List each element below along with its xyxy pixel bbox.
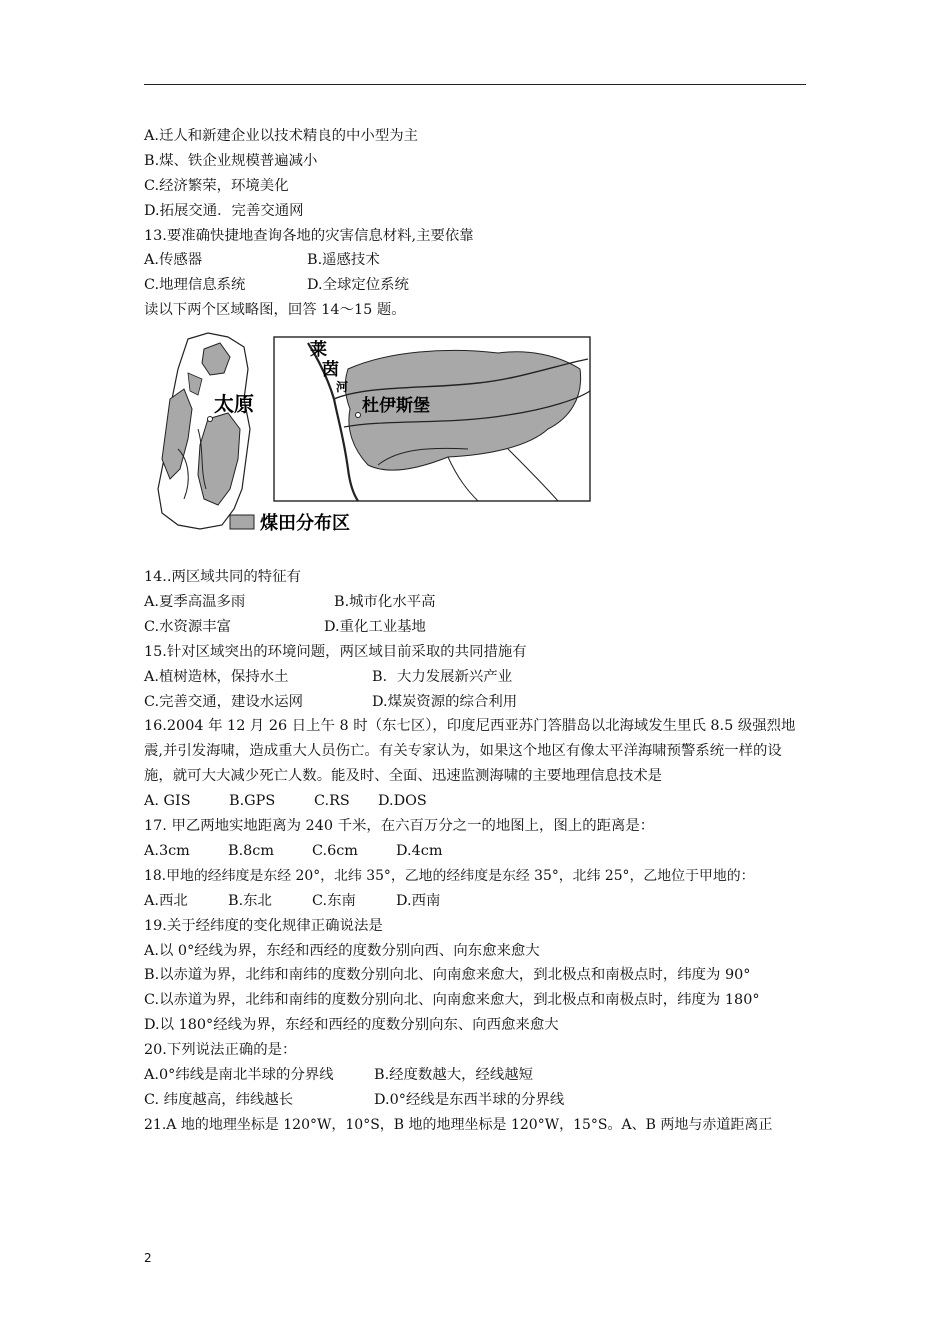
option-c: C. 纬度越高，纬线越长: [144, 1091, 294, 1108]
option-b: B.东北: [228, 892, 272, 909]
option-b: B.经度数越大，经线越短: [374, 1067, 534, 1084]
region-maps-svg: [148, 329, 598, 559]
option-d: D.全球定位系统: [307, 277, 409, 294]
map-label-he: 河: [336, 380, 349, 395]
option-c: C.地理信息系统: [144, 277, 246, 294]
question-17-options: [144, 839, 808, 864]
option-line: A.迁人和新建企业以技术精良的中小型为主: [144, 128, 418, 144]
option-c: C.东南: [312, 892, 356, 909]
question-13-options-cd: [144, 273, 808, 298]
region-maps-figure: [144, 329, 808, 559]
option-c: C.RS: [314, 793, 350, 810]
question-16-stem: 16.2004 年 12 月 26 日上午 8 时（东七区），印度尼西亚苏门答腊岛以北海域发生里氏 8.5 级强烈地震,并引发海啸，造成重大人员伤亡。有关专家认为，如果这个地区有像太平洋海啸预警系统一样的设施，就可大大减少死亡人数。能及时、全面、迅速监测海啸的主要地理信息技术是: [144, 718, 796, 785]
question-19-option-a: A.以 0°经线为界，东经和西经的度数分别向西、向东愈来愈大: [144, 942, 540, 959]
option-b: B.GPS: [229, 793, 276, 810]
question-21-stem: 21.A 地的地理坐标是 120°W，10°S，B 地的地理坐标是 120°W，15°S。A、B 两地与赤道距离正: [144, 1116, 773, 1133]
option-d: D.0°经线是东西半球的分界线: [374, 1091, 565, 1108]
question-20-options-ab: [144, 1063, 808, 1088]
option-a: A.西北: [144, 892, 188, 909]
map-label-duisburg: 杜伊斯堡: [362, 396, 430, 417]
question-14-stem: 14..两区域共同的特征有: [144, 569, 301, 586]
question-16-options: [144, 789, 808, 814]
option-line: D.拓展交通．完善交通网: [144, 202, 304, 219]
option-d: D.DOS: [378, 793, 427, 810]
question-13-options-ab: [144, 248, 808, 273]
question-19-option-d: D.以 180°经线为界，东经和西经的度数分别向东、向西愈来愈大: [144, 1017, 559, 1034]
option-d: D.煤炭资源的综合利用: [372, 693, 518, 710]
option-c: C.水资源丰富: [144, 618, 232, 635]
header-rule: [144, 84, 806, 85]
option-c: C.完善交通，建设水运网: [144, 693, 303, 710]
question-15-options-ab: [144, 665, 808, 690]
option-line: B.煤、铁企业规模普遍减小: [144, 152, 318, 169]
question-20-stem: 20.下列说法正确的是：: [144, 1042, 297, 1059]
option-d: D.4cm: [396, 842, 443, 859]
question-14-options-cd: [144, 615, 808, 640]
question-14-options-ab: [144, 590, 808, 615]
question-18-options: [144, 889, 808, 914]
question-17-stem: 17. 甲乙两地实地距离为 240 千米，在六百万分之一的地图上，图上的距离是：: [144, 818, 655, 835]
map-label-taiyuan: 太原: [214, 392, 254, 417]
option-a: A.3cm: [144, 842, 190, 859]
map-intro: 读以下两个区域略图，回答 14～15 题。: [144, 302, 406, 319]
option-a: A.0°纬线是南北半球的分界线: [144, 1067, 334, 1084]
legend-coal-label: 煤田分布区: [260, 513, 350, 535]
option-a: A.传感器: [144, 252, 203, 269]
ruhr-map: [274, 337, 590, 501]
option-b: B.城市化水平高: [334, 594, 436, 611]
option-line: C.经济繁荣，环境美化: [144, 177, 289, 194]
map-label-yin: 茵: [322, 360, 339, 381]
map-label-lai: 莱: [310, 340, 327, 361]
taiyuan-map: [158, 333, 254, 529]
option-b: B.8cm: [228, 842, 275, 859]
question-13-stem: 13.要准确快捷地查询各地的灾害信息材料,主要依靠: [144, 227, 474, 244]
option-d: D.西南: [396, 892, 441, 909]
question-19-option-b: B.以赤道为界，北纬和南纬的度数分别向北、向南愈来愈大，到北极点和南极点时，纬度为 90°: [144, 967, 751, 984]
option-b: B.遥感技术: [307, 252, 380, 269]
option-a: A.夏季高温多雨: [144, 594, 246, 611]
option-a: A. GIS: [144, 793, 191, 810]
page-number: 2: [144, 1251, 152, 1265]
document-body: [144, 124, 808, 1138]
question-18-stem: 18.甲地的经纬度是东经 20°，北纬 35°，乙地的经纬度是东经 35°，北纬 25°，乙地位于甲地的：: [144, 867, 755, 884]
question-19-option-c: C.以赤道为界，北纬和南纬的度数分别向北、向南愈来愈大，到北极点和南极点时，纬度为 180°: [144, 992, 760, 1009]
question-15-options-cd: [144, 690, 808, 715]
option-c: C.6cm: [312, 842, 358, 859]
question-20-options-cd: [144, 1088, 808, 1113]
option-b: B．大力发展新兴产业: [372, 668, 513, 685]
map-legend: [230, 512, 350, 534]
question-19-stem: 19.关于经纬度的变化规律正确说法是: [144, 917, 383, 934]
option-a: A.植树造林，保持水土: [144, 668, 289, 685]
question-15-stem: 15.针对区域突出的环境问题，两区域目前采取的共同措施有: [144, 643, 527, 660]
option-d: D.重化工业基地: [324, 618, 426, 635]
